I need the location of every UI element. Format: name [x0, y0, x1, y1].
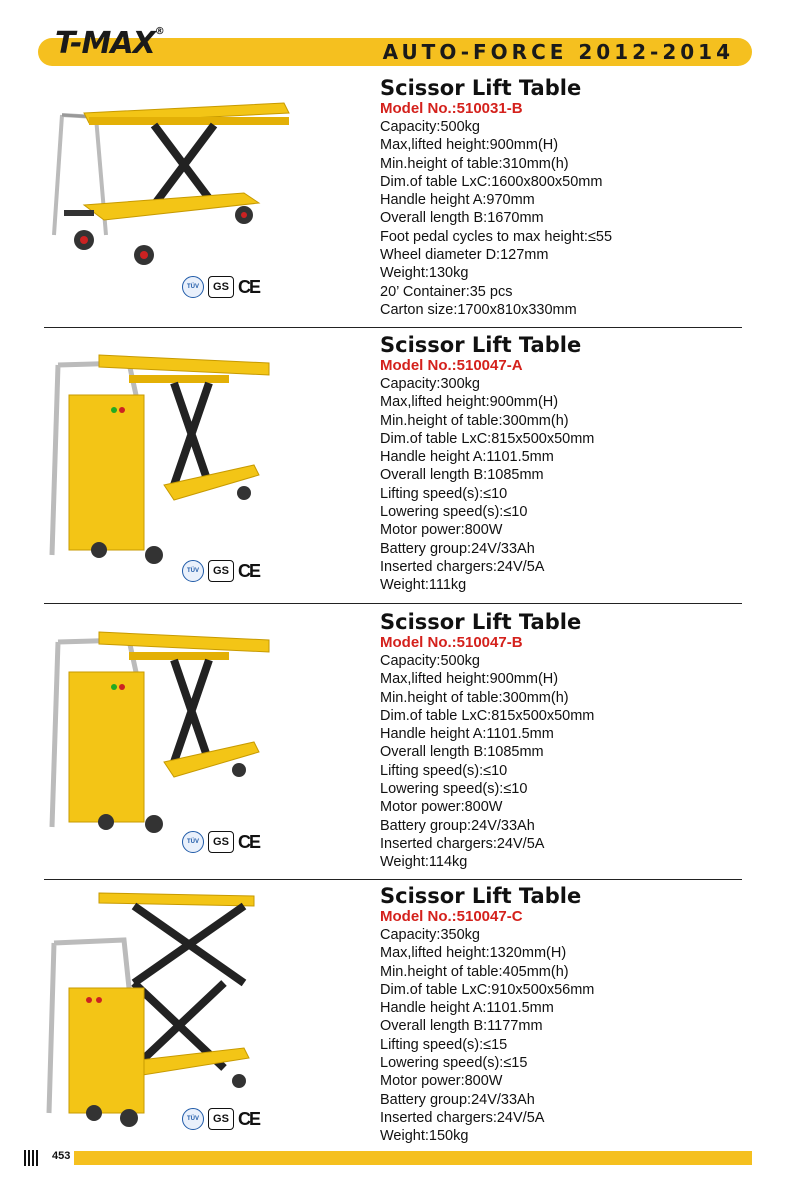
spec-line: Dim.of table LxC:910x500x56mm [380, 981, 595, 998]
product-model: Model No.:510047-A [380, 357, 523, 374]
section-divider [44, 327, 742, 328]
spec-line: Handle height A:1101.5mm [380, 1000, 554, 1017]
footer-stripes-decoration [24, 1150, 38, 1166]
ce-certification-icon: CE [238, 831, 260, 852]
spec-line: Battery group:24V/33Ah [380, 817, 535, 834]
spec-line: Motor power:800W [380, 1073, 503, 1090]
spec-line: Max,lifted height:1320mm(H) [380, 945, 567, 962]
product-specs [380, 76, 612, 319]
spec-line: Battery group:24V/33Ah [380, 1091, 535, 1108]
spec-line: Max,lifted height:900mm(H) [380, 137, 559, 154]
spec-line: Overall length B:1085mm [380, 744, 544, 761]
ce-certification-icon: CE [238, 1108, 260, 1129]
tuv-certification-icon: TÜV [182, 560, 204, 582]
spec-list [380, 375, 594, 595]
spec-line: Battery group:24V/33Ah [380, 540, 535, 557]
gs-certification-icon: GS [208, 560, 234, 582]
spec-line: Min.height of table:300mm(h) [380, 412, 569, 429]
spec-line: Carton size:1700x810x330mm [380, 301, 577, 318]
spec-line: Dim.of table LxC:815x500x50mm [380, 430, 595, 447]
spec-line: Handle height A:1101.5mm [380, 726, 554, 743]
cert-badges [182, 831, 259, 853]
gs-certification-icon: GS [208, 831, 234, 853]
product-model: Model No.:510047-B [380, 634, 523, 651]
cert-badges [182, 1108, 259, 1130]
spec-line: Capacity:500kg [380, 119, 480, 135]
brand-logo: T-MAX® [55, 26, 164, 61]
spec-list [380, 926, 594, 1146]
product-title: Scissor Lift Table [380, 610, 582, 634]
tuv-certification-icon: TÜV [182, 831, 204, 853]
spec-line: Inserted chargers:24V/5A [380, 1109, 545, 1126]
spec-line: Overall length B:1670mm [380, 210, 544, 227]
spec-line: Overall length B:1177mm [380, 1018, 543, 1035]
spec-line: Capacity:500kg [380, 653, 480, 669]
section-divider [44, 879, 742, 880]
product-image-510031-b [44, 95, 294, 275]
spec-line: Overall length B:1085mm [380, 467, 544, 484]
spec-line: Capacity:350kg [380, 927, 480, 943]
spec-list [380, 118, 612, 319]
spec-line: Dim.of table LxC:1600x800x50mm [380, 173, 603, 190]
spec-line: Lifting speed(s):≤15 [380, 1036, 508, 1053]
spec-line: Lifting speed(s):≤10 [380, 485, 508, 502]
spec-line: Weight:114kg [380, 854, 468, 871]
product-image-510047-c [44, 888, 274, 1128]
spec-line: Handle height A:970mm [380, 192, 535, 209]
spec-line: Handle height A:1101.5mm [380, 449, 554, 466]
spec-line: Wheel diameter D:127mm [380, 247, 549, 264]
spec-line: Lowering speed(s):≤10 [380, 781, 528, 798]
product-title: Scissor Lift Table [380, 333, 582, 357]
product-specs [380, 610, 594, 872]
spec-line: Inserted chargers:24V/5A [380, 558, 545, 575]
gs-certification-icon: GS [208, 276, 234, 298]
product-image-510047-b [44, 612, 274, 842]
spec-line: Capacity:300kg [380, 376, 480, 392]
product-image-510047-a [44, 335, 274, 570]
spec-line: Max,lifted height:900mm(H) [380, 394, 559, 411]
product-model: Model No.:510047-C [380, 908, 523, 925]
spec-line: Lifting speed(s):≤10 [380, 762, 508, 779]
catalog-title: AUTO-FORCE 2012-2014 [382, 40, 734, 64]
product-title: Scissor Lift Table [380, 884, 582, 908]
cert-badges [182, 276, 259, 298]
ce-certification-icon: CE [238, 276, 260, 297]
product-specs [380, 884, 594, 1146]
product-specs [380, 333, 594, 595]
cert-badges [182, 560, 259, 582]
spec-list [380, 652, 594, 872]
spec-line: Min.height of table:310mm(h) [380, 155, 569, 172]
gs-certification-icon: GS [208, 1108, 234, 1130]
section-divider [44, 603, 742, 604]
spec-line: Weight:130kg [380, 265, 469, 282]
spec-line: Min.height of table:405mm(h) [380, 963, 569, 980]
page-number: 453 [52, 1150, 71, 1162]
spec-line: Weight:150kg [380, 1128, 469, 1145]
spec-line: Dim.of table LxC:815x500x50mm [380, 707, 595, 724]
spec-line: 20’ Container:35 pcs [380, 283, 513, 300]
spec-line: Motor power:800W [380, 522, 503, 539]
tuv-certification-icon: TÜV [182, 276, 204, 298]
spec-line: Foot pedal cycles to max height:≤55 [380, 228, 613, 245]
spec-line: Motor power:800W [380, 799, 503, 816]
spec-line: Lowering speed(s):≤10 [380, 504, 528, 521]
spec-line: Inserted chargers:24V/5A [380, 835, 545, 852]
product-model: Model No.:510031-B [380, 100, 523, 117]
spec-line: Weight:111kg [380, 577, 467, 594]
spec-line: Min.height of table:300mm(h) [380, 689, 569, 706]
spec-line: Max,lifted height:900mm(H) [380, 671, 559, 688]
spec-line: Lowering speed(s):≤15 [380, 1055, 528, 1072]
footer-bar [74, 1151, 752, 1165]
ce-certification-icon: CE [238, 560, 260, 581]
product-title: Scissor Lift Table [380, 76, 582, 100]
tuv-certification-icon: TÜV [182, 1108, 204, 1130]
